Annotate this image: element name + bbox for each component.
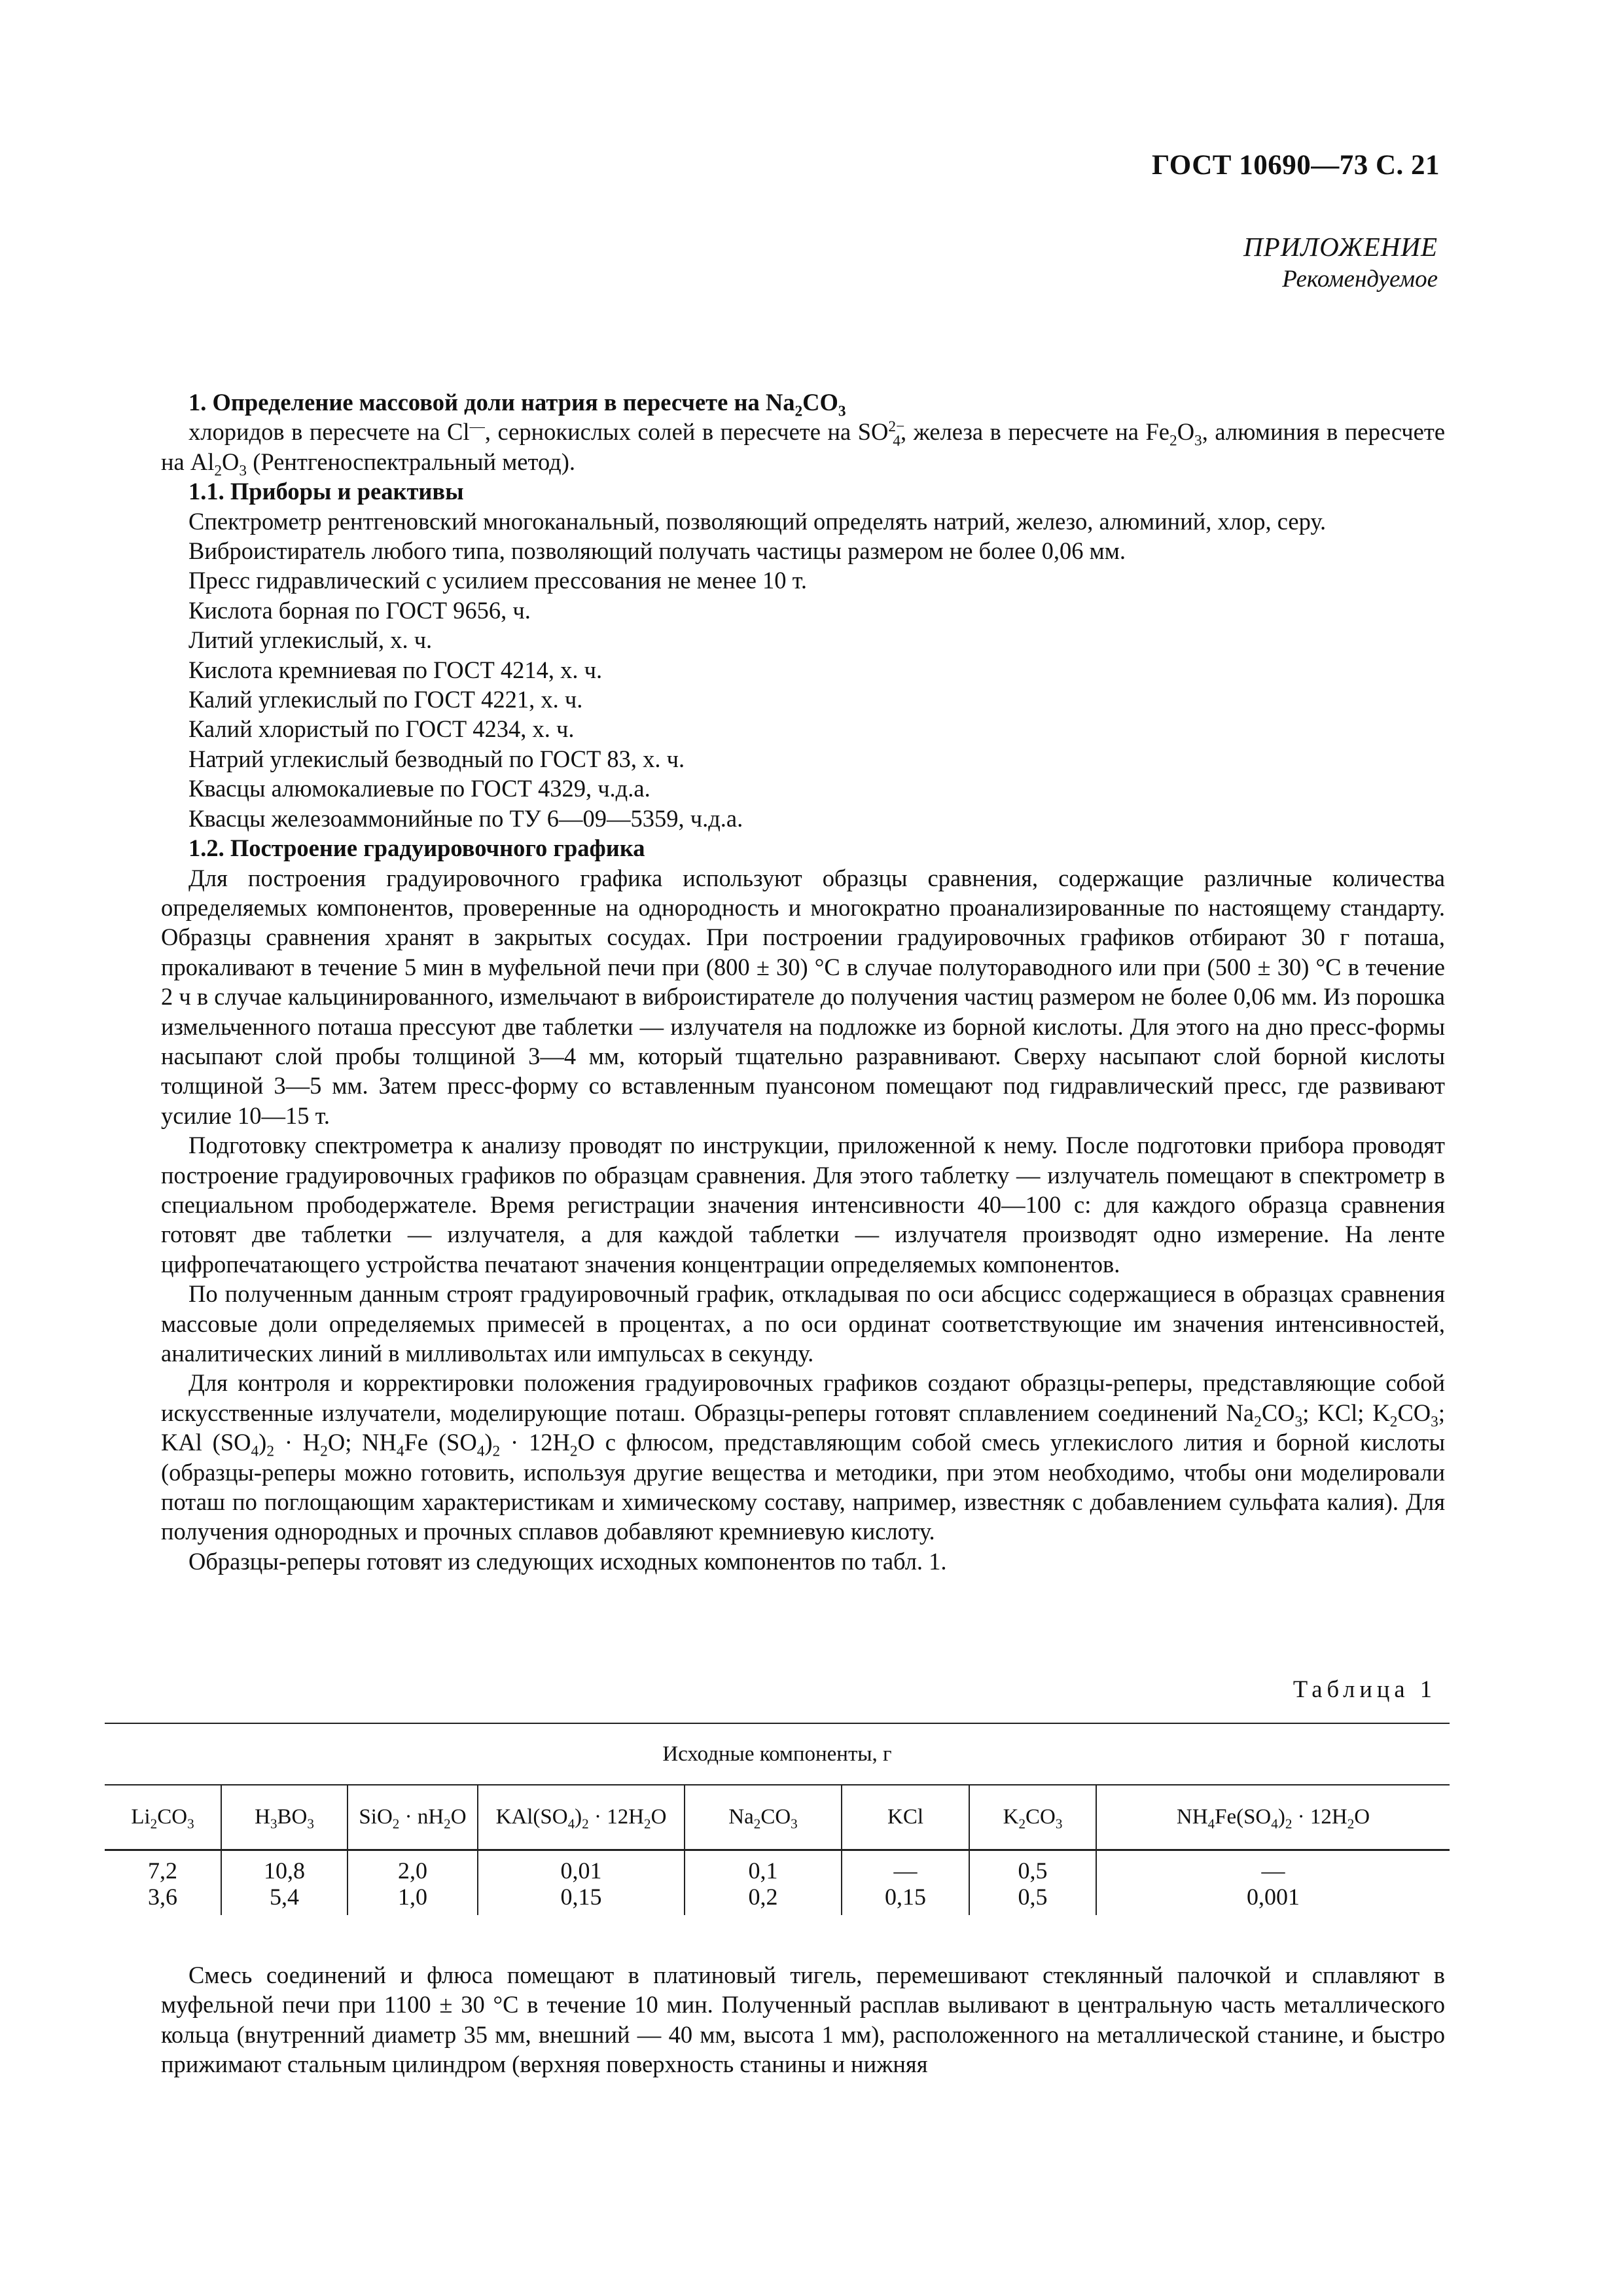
reagent-item: Кислота кремниевая по ГОСТ 4214, х. ч. (188, 656, 603, 683)
paragraph: По полученным данным строят градуировочный график, откладывая по оси абсцисс содержащиеся в образцах сравнения массовые доли определяемых примесей в процентах, а по оси ординат соответствующие им значения интенсивностей, аналитических линий в милливольтах или импульсах в секунду. (161, 1280, 1445, 1367)
body-text (161, 387, 1445, 1576)
table-group-header: Исходные компоненты, г (105, 1724, 1450, 1785)
body-text-after-table (161, 1960, 1445, 2079)
reagent-item: Кислота борная по ГОСТ 9656, ч. (188, 596, 531, 624)
reagent-item: Квасцы алюмокалиевые по ГОСТ 4329, ч.д.а. (188, 775, 651, 802)
table-header-row (105, 1785, 1450, 1850)
table-cell: — 0,15 (842, 1850, 969, 1916)
section-1-1-heading: 1.1. Приборы и реактивы (188, 478, 464, 505)
appendix-label (1243, 230, 1438, 296)
equipment-item: Пресс гидравлический с усилием прессования не менее 10 т. (188, 567, 807, 594)
table-cell: 0,01 0,15 (478, 1850, 685, 1916)
column-header: $Li_2CO_3$ (105, 1785, 221, 1850)
paragraph: Образцы-реперы готовят из следующих исходных компонентов по табл. 1. (188, 1547, 947, 1575)
column-header: KCl (842, 1785, 969, 1850)
table-cell: 7,2 3,6 (105, 1850, 221, 1916)
paragraph: Для построения градуировочного графика используют образцы сравнения, содержащие различные количества определяемых компонентов, проверенные на однородность и многократно проанализированные по настоящему стандарту. Образцы сравнения хранят в закрытых сосудах. При построении градуировочных графиков отбирают 30 г поташа, прокаливают в течение 5 мин в муфельной печи при (800 ± 30) °С в случае полутораводного или при (500 ± 30) °С в течение 2 ч в случае кальцинированного, измельчают в виброистирателе до получения частиц размером не более 0,06 мм. Из порошка измельченного поташа прессуют две таблетки — излучателя на подложке из борной кислоты. Для этого на дно пресс-формы насыпают слой пробы толщиной 3—4 мм, который тщательно разравнивают. Сверху насыпают слой борной кислоты толщиной 3—5 мм. Затем пресс-форму со вставленным пуансоном помещают под гидравлический пресс, где развивают усилие 10—15 т. (161, 864, 1445, 1129)
column-header: $H_3BO_3$ (221, 1785, 348, 1850)
paragraph: Подготовку спектрометра к анализу проводят по инструкции, приложенной к нему. После подготовки прибора проводят построение градуировочных графиков по образцам сравнения. Для этого таблетку — излучатель помещают в спектрометр в специальном прободержателе. Время регистрации значения интенсивности 40—100 с: для каждого образца сравнения готовят две таблетки — излучателя, а для каждой таблетки — излучателя производят одно измерение. На ленте цифропечатающего устройства печатают значения концентрации определяемых компонентов. (161, 1132, 1445, 1278)
column-header: $K_2CO_3$ (969, 1785, 1096, 1850)
section-1-2-heading: 1.2. Построение градуировочного графика (188, 834, 645, 862)
reagent-item: Литий углекислый, х. ч. (188, 626, 433, 654)
equipment-item: Спектрометр рентгеновский многоканальный, позволяющий определять натрий, железо, алюминий, хлор, серу. (188, 507, 1327, 535)
table-cell: 10,8 5,4 (221, 1850, 348, 1916)
equipment-item: Виброистиратель любого типа, позволяющий получать частицы размером не более 0,06 мм. (188, 537, 1126, 565)
paragraph: Для контроля и корректировки положения градуировочных графиков создают образцы-реперы, представляющие собой искусственные излучатели, моделирующие поташ. Образцы-реперы готовят сплавлением соединений $Na_2CO_3$; KCl; $K_2CO_3$; KAl $(SO_4)_2 \cdot H_2O$; $NH_4Fe$ $(SO_4)_2 \cdot 12H_2O$ с флюсом, представляющим собой смесь углекислого лития и борной кислоты (образцы-реперы можно готовить, используя другие вещества и методики, при этом необходимо, чтобы они моделировали поташ по поглощающим характеристикам и химическому составу, например, известняк с добавлением сульфата калия). Для получения однородных и прочных сплавов добавляют кремниевую кислоту. (161, 1369, 1445, 1545)
standard-page-header: ГОСТ 10690—73 С. 21 (1151, 150, 1440, 181)
appendix-title: ПРИЛОЖЕНИЕ (1243, 232, 1438, 262)
paragraph: Смесь соединений и флюса помещают в платиновый тигель, перемешивают стеклянный палочкой и сплавляют в муфельной печи при 1100 ± 30 °С в течение 10 мин. Полученный расплав выливают в центральную часть металлического кольца (внутренний диаметр 35 мм, внешний — 40 мм, высота 1 мм), расположенного на металлической станине, и быстро прижимают стальным цилиндром (верхняя поверхность станины и нижняя (161, 1962, 1445, 2078)
table-data-row (105, 1850, 1450, 1916)
reagent-item: Квасцы железоаммонийные по ТУ 6—09—5359, ч.д.а. (188, 804, 743, 832)
appendix-subtitle: Рекомендуемое (1282, 266, 1438, 293)
column-header: $KAl(SO_4)_2 \cdot 12H_2O$ (478, 1785, 685, 1850)
table-cell: 2,0 1,0 (348, 1850, 478, 1916)
column-header: $NH_4Fe(SO_4)_2 \cdot 12H_2O$ (1096, 1785, 1450, 1850)
table-cell: 0,5 0,5 (969, 1850, 1096, 1916)
section-1-intro: хлоридов в пересчете на Cl—, сернокислых солей в пересчете на $SO^{2-}_4$, железа в пересчете на $Fe_2O_3$, алюминия в пересчете на $Al_2O_3$ (Рентгеноспектральный метод). (161, 418, 1446, 480)
table-1 (105, 1723, 1450, 1915)
section-1-heading: 1. Определение массовой доли натрия в пересчете на $Na_2CO_3$ (188, 389, 846, 420)
reagent-item: Натрий углекислый безводный по ГОСТ 83, х. ч. (188, 745, 685, 772)
table-title: Таблица 1 (1293, 1676, 1436, 1702)
table-cell: — 0,001 (1247, 1857, 1300, 1910)
reagent-item: Калий хлористый по ГОСТ 4234, х. ч. (188, 715, 575, 743)
reagent-item: Калий углекислый по ГОСТ 4221, х. ч. (188, 686, 583, 713)
column-header: $SiO_2 \cdot nH_2O$ (348, 1785, 478, 1850)
table-cell: 0,1 0,2 (685, 1850, 842, 1916)
column-header: $Na_2CO_3$ (685, 1785, 842, 1850)
